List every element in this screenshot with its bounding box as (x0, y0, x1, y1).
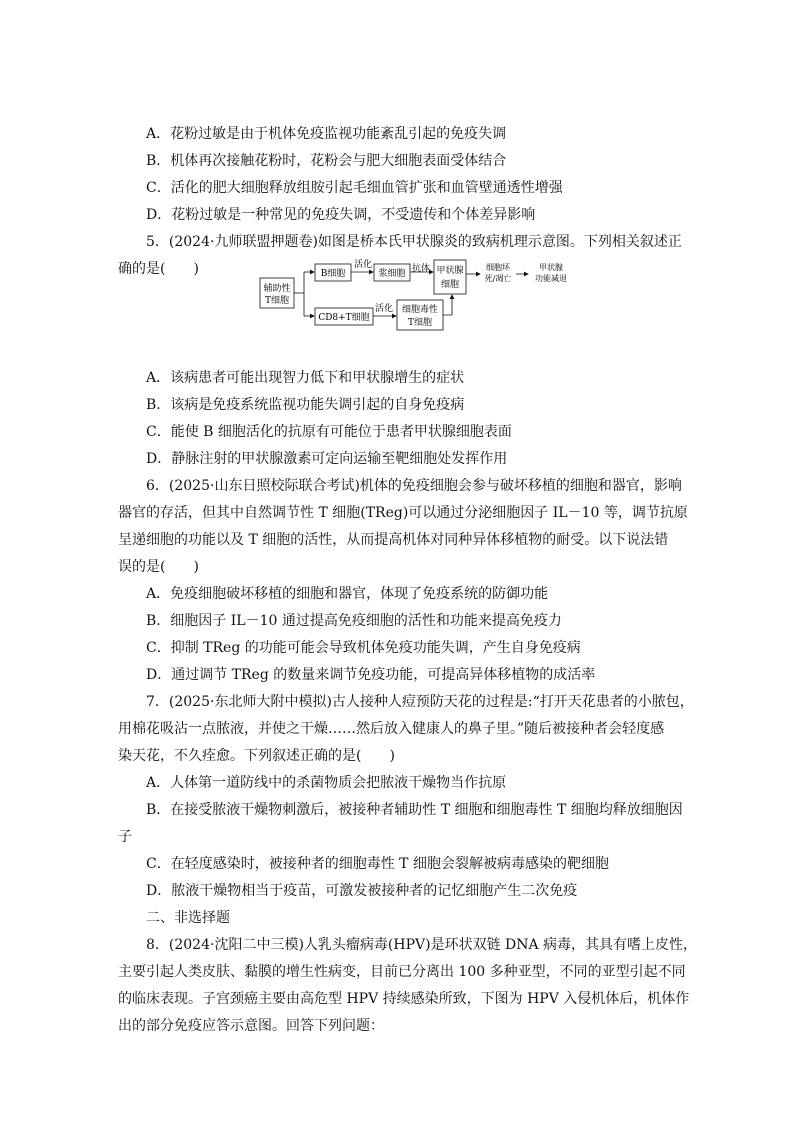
thyroid-cell-label-2: 细胞 (440, 280, 460, 290)
text-line-q4A: A．花粉过敏是由于机体免疫监视功能紊乱引起的免疫失调 (146, 126, 507, 142)
text-line-q8b: 主要引起人类皮肤、黏膜的增生性病变，目前已分离出 100 多种亚型，不同的亚型引起不同 (118, 964, 686, 980)
text-line-q7D: D．脓液干燥物相当于疫苗，可激发被接种者的记忆细胞产生二次免疫 (146, 883, 578, 899)
antibody-label: 抗体 (411, 264, 431, 274)
text-line-q4C: C．活化的肥大细胞释放组胺引起毛细血管扩张和血管壁通透性增强 (146, 180, 563, 196)
text-line-q6c: 呈递细胞的功能以及 T 细胞的活性，从而提高机体对同种异体移植物的耐受。以下说法错 (118, 532, 669, 548)
text-line-q8d: 出的部分免疫应答示意图。回答下列问题： (118, 1018, 384, 1034)
text-line-q6B: B．细胞因子 IL－10 通过提高免疫细胞的活性和功能来提高免疫力 (146, 613, 562, 629)
text-line-q8c: 的临床表现。子宫颈癌主要由高危型 HPV 持续感染所致，下图为 HPV 入侵机体后，机体作 (118, 991, 690, 1007)
text-line-q6b: 器官的存活，但其中自然调节性 T 细胞(TReg)可以通过分泌细胞因子 IL－10 等，调节抗原 (118, 505, 688, 521)
text-line-sec2: 二、非选择题 (146, 910, 230, 926)
helper-t-label-2: T细胞 (264, 296, 290, 306)
cell-death-label-1: 细胞坏 (486, 263, 510, 272)
text-line-q7a: 7．(2025·东北师大附中模拟)古人接种人痘预防天花的过程是:“打开天花患者的小脓包， (146, 694, 694, 710)
text-line-q5a: 5．(2024·九师联盟押题卷)如图是桥本氏甲状腺炎的致病机理示意图。下列相关叙述正 (146, 234, 682, 250)
text-line-q7b: 用棉花吸沾一点脓液，并使之干燥……然后放入健康人的鼻子里。”随后被接种者会轻度感 (118, 721, 665, 737)
text-line-q6C: C．抑制 TReg 的功能可能会导致机体免疫功能失调，产生自身免疫病 (146, 640, 581, 656)
thyroid-cell-label-1: 甲状腺 (436, 266, 464, 276)
text-line-q4D: D．花粉过敏是一种常见的免疫失调，不受遗传和个体差异影响 (146, 207, 536, 223)
text-line-q5b: 确的是( ) (118, 261, 199, 277)
cd8-t-cell-label: CD8+T细胞 (318, 313, 370, 323)
text-line-q7c: 染天花，不久痊愈。下列叙述正确的是( ) (118, 748, 395, 764)
text-line-q5D: D．静脉注射的甲状腺激素可定向运输至靶细胞处发挥作用 (146, 451, 508, 467)
text-line-q6d: 误的是( ) (118, 559, 199, 575)
text-line-q7A: A．人体第一道防线中的杀菌物质会把脓液干燥物当作抗原 (146, 775, 507, 791)
text-line-q4B: B．机体再次接触花粉时，花粉会与肥大细胞表面受体结合 (146, 153, 507, 169)
activate-label-2: 活化 (374, 304, 394, 314)
text-line-q7B1: B．在接受脓液干燥物刺激后，被接种者辅助性 T 细胞和细胞毒性 T 细胞均释放细胞因 (146, 802, 683, 818)
helper-t-label-1: 辅助性 (263, 284, 291, 294)
hypothyroid-label-2: 功能减退 (535, 274, 567, 283)
text-line-q6a: 6．(2025·山东日照校际联合考试)机体的免疫细胞会参与破坏移植的细胞和器官，影响 (146, 478, 682, 494)
b-cell-label: B细胞 (320, 269, 346, 279)
cytotoxic-t-cell-label-2: T细胞 (407, 318, 433, 328)
cytotoxic-t-cell-label-1: 细胞毒性 (401, 305, 439, 315)
text-line-q5A: A．该病患者可能出现智力低下和甲状腺增生的症状 (146, 370, 465, 386)
text-line-q6A: A．免疫细胞破坏移植的细胞和器官，体现了免疫系统的防御功能 (146, 586, 549, 602)
cell-death-label-2: 死/凋亡 (484, 274, 512, 283)
text-line-q7B2: 子 (118, 829, 132, 845)
text-line-q5C: C．能使 B 细胞活化的抗原有可能位于患者甲状腺细胞表面 (146, 424, 512, 440)
hypothyroid-label-1: 甲状腺 (539, 263, 563, 272)
pathogenesis-diagram (258, 256, 578, 332)
text-line-q8a: 8．(2024·沈阳二中三模)人乳头瘤病毒(HPV)是环状双链 DNA 病毒，其具有嗜上皮性， (146, 937, 698, 953)
plasma-cell-label: 浆细胞 (378, 269, 406, 279)
activate-label-1: 活化 (353, 260, 373, 270)
text-line-q5B: B．该病是免疫系统监视功能失调引起的自身免疫病 (146, 397, 465, 413)
text-line-q7C: C．在轻度感染时，被接种者的细胞毒性 T 细胞会裂解被病毒感染的靶细胞 (146, 856, 609, 872)
text-line-q6D: D．通过调节 TReg 的数量来调节免疫功能，可提高异体移植物的成活率 (146, 667, 596, 683)
